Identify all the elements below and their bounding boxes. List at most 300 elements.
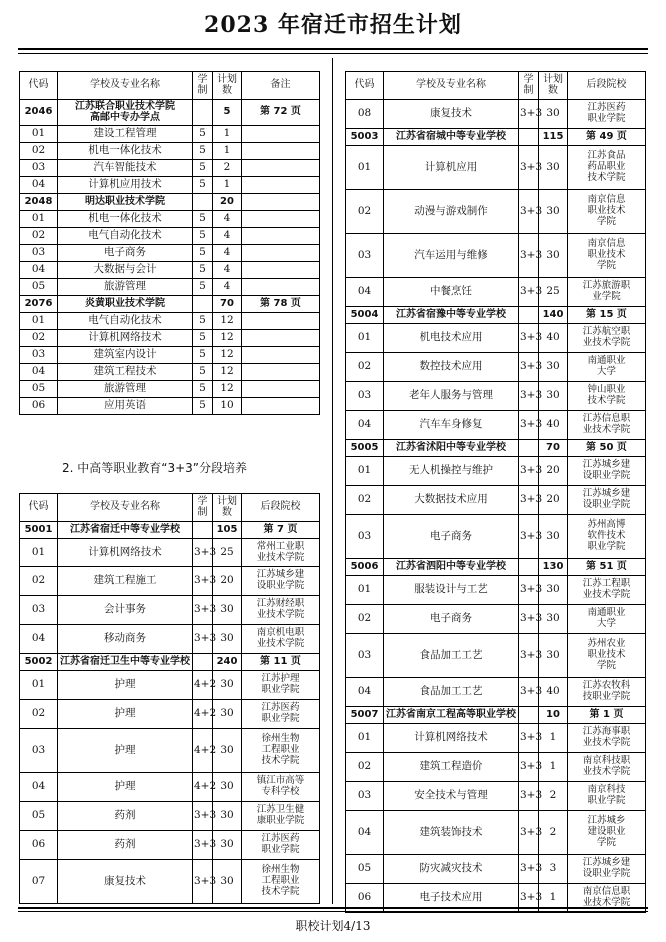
cell-system: 4+2: [193, 700, 213, 729]
school-row: [20, 296, 320, 313]
cell-code: 02: [20, 330, 58, 347]
cell-plan: 3: [539, 855, 568, 884]
header-plan: 计划数: [213, 72, 242, 100]
cell-system: 3+3: [519, 678, 539, 707]
cell-system: [519, 440, 539, 457]
cell-plan: 130: [539, 559, 568, 576]
cell-code: 5002: [20, 654, 58, 671]
header-note: 后段院校: [568, 72, 646, 100]
cell-note: 第 72 页: [242, 100, 320, 126]
cell-code: 05: [20, 802, 58, 831]
cell-system: [519, 129, 539, 146]
cell-name: 电子商务: [58, 245, 193, 262]
cell-code: 04: [20, 262, 58, 279]
top-rule-thin: [18, 53, 648, 54]
cell-note: [242, 279, 320, 296]
cell-system: 5: [193, 364, 213, 381]
cell-note: 第 15 页: [568, 307, 646, 324]
major-row: [20, 860, 320, 904]
cell-code: 01: [20, 211, 58, 228]
major-row: [20, 347, 320, 364]
cell-name: 动漫与游戏制作: [384, 190, 519, 234]
cell-note: 江苏航空职 业技术学院: [568, 324, 646, 353]
cell-code: 04: [20, 625, 58, 654]
cell-code: 5005: [346, 440, 384, 457]
cell-plan: 20: [539, 457, 568, 486]
cell-code: 2046: [20, 100, 58, 126]
cell-name: 建筑工程施工: [58, 567, 193, 596]
cell-name: 建筑工程技术: [58, 364, 193, 381]
cell-system: 3+3: [519, 634, 539, 678]
cell-code: 2048: [20, 194, 58, 211]
cell-note: 第 78 页: [242, 296, 320, 313]
cell-system: 3+3: [519, 782, 539, 811]
header-code: 代码: [20, 72, 58, 100]
cell-plan: 12: [213, 347, 242, 364]
cell-code: 05: [20, 279, 58, 296]
cell-code: 03: [346, 515, 384, 559]
cell-plan: 2: [539, 782, 568, 811]
cell-note: 第 50 页: [568, 440, 646, 457]
header-note: 后段院校: [242, 494, 320, 522]
major-row: [346, 100, 646, 129]
cell-note: 第 51 页: [568, 559, 646, 576]
cell-note: [242, 160, 320, 177]
major-row: [20, 567, 320, 596]
cell-note: 苏州高博 软件技术 职业学院: [568, 515, 646, 559]
cell-system: 5: [193, 313, 213, 330]
major-row: [346, 146, 646, 190]
cell-name: 防灾减灾技术: [384, 855, 519, 884]
major-row: [20, 700, 320, 729]
cell-system: 3+3: [519, 884, 539, 913]
table-left-top: [19, 71, 320, 415]
cell-name: 会计事务: [58, 596, 193, 625]
bottom-rule: [18, 907, 648, 909]
header-system: 学制: [193, 72, 213, 100]
header-code: 代码: [346, 72, 384, 100]
cell-note: 徐州生物 工程职业 技术学院: [242, 729, 320, 773]
cell-code: 02: [346, 605, 384, 634]
cell-code: 03: [346, 634, 384, 678]
cell-plan: 30: [539, 576, 568, 605]
cell-note: 江苏农牧科 技职业学院: [568, 678, 646, 707]
cell-system: 3+3: [193, 539, 213, 567]
school-row: [346, 440, 646, 457]
cell-name: 数控技术应用: [384, 353, 519, 382]
cell-plan: 4: [213, 228, 242, 245]
cell-name: 江苏省沭阳中等专业学校: [384, 440, 519, 457]
cell-code: 04: [346, 278, 384, 307]
cell-name: 旅游管理: [58, 381, 193, 398]
cell-code: 03: [20, 729, 58, 773]
header-plan: 计划数: [213, 494, 242, 522]
cell-name: 汽车车身修复: [384, 411, 519, 440]
cell-note: 第 11 页: [242, 654, 320, 671]
cell-system: 3+3: [193, 860, 213, 904]
cell-plan: 30: [213, 860, 242, 904]
cell-plan: 30: [539, 382, 568, 411]
cell-system: 3+3: [519, 190, 539, 234]
cell-plan: 12: [213, 364, 242, 381]
cell-system: 3+3: [193, 625, 213, 654]
cell-name: 药剂: [58, 831, 193, 860]
cell-note: [242, 126, 320, 143]
cell-note: 江苏城乡建 设职业学院: [568, 855, 646, 884]
cell-system: 3+3: [519, 605, 539, 634]
cell-plan: 30: [213, 773, 242, 802]
major-row: [346, 855, 646, 884]
cell-name: 护理: [58, 700, 193, 729]
cell-plan: 30: [213, 831, 242, 860]
cell-code: 05: [346, 855, 384, 884]
cell-plan: 70: [539, 440, 568, 457]
cell-system: 5: [193, 177, 213, 194]
cell-plan: 105: [213, 522, 242, 539]
header-name: 学校及专业名称: [58, 494, 193, 522]
cell-note: [242, 330, 320, 347]
cell-note: 常州工业职 业技术学院: [242, 539, 320, 567]
cell-note: [242, 211, 320, 228]
cell-note: 江苏医药 职业学院: [242, 700, 320, 729]
cell-plan: 40: [539, 678, 568, 707]
cell-system: 3+3: [519, 753, 539, 782]
cell-system: [519, 307, 539, 324]
cell-name: 旅游管理: [58, 279, 193, 296]
section-heading: 2. 中高等职业教育“3+3”分段培养: [62, 461, 248, 475]
cell-plan: 30: [539, 605, 568, 634]
cell-note: 江苏城乡建 设职业学院: [568, 457, 646, 486]
cell-note: 南通职业 大学: [568, 353, 646, 382]
major-row: [346, 382, 646, 411]
cell-code: 04: [346, 678, 384, 707]
cell-code: 01: [346, 324, 384, 353]
cell-name: 应用英语: [58, 398, 193, 415]
cell-code: 02: [20, 143, 58, 160]
cell-code: 01: [346, 576, 384, 605]
cell-system: 3+3: [519, 515, 539, 559]
cell-system: 5: [193, 262, 213, 279]
cell-note: [242, 143, 320, 160]
cell-note: 江苏食品 药品职业 技术学院: [568, 146, 646, 190]
cell-system: [193, 194, 213, 211]
school-row: [20, 100, 320, 126]
major-row: [346, 811, 646, 855]
major-row: [20, 398, 320, 415]
cell-note: 徐州生物 工程职业 技术学院: [242, 860, 320, 904]
cell-code: 01: [346, 457, 384, 486]
major-row: [20, 729, 320, 773]
cell-plan: 30: [213, 802, 242, 831]
school-row: [346, 129, 646, 146]
cell-code: 02: [346, 753, 384, 782]
header-plan: 计划数: [539, 72, 568, 100]
cell-system: 3+3: [519, 486, 539, 515]
cell-plan: 4: [213, 279, 242, 296]
major-row: [346, 678, 646, 707]
cell-plan: 4: [213, 262, 242, 279]
cell-name: 电子商务: [384, 515, 519, 559]
cell-note: 第 1 页: [568, 707, 646, 724]
cell-code: 03: [20, 245, 58, 262]
cell-note: 南京机电职 业技术学院: [242, 625, 320, 654]
cell-plan: 30: [539, 190, 568, 234]
school-row: [20, 194, 320, 211]
cell-code: 01: [346, 724, 384, 753]
cell-code: 5003: [346, 129, 384, 146]
cell-name: 江苏省宿迁卫生中等专业学校: [58, 654, 193, 671]
header-code: 代码: [20, 494, 58, 522]
cell-system: [519, 559, 539, 576]
cell-code: 5001: [20, 522, 58, 539]
cell-code: 04: [20, 773, 58, 802]
header-name: 学校及专业名称: [384, 72, 519, 100]
cell-plan: 4: [213, 245, 242, 262]
major-row: [346, 753, 646, 782]
major-row: [20, 279, 320, 296]
major-row: [346, 324, 646, 353]
cell-name: 机电技术应用: [384, 324, 519, 353]
cell-name: 电子技术应用: [384, 884, 519, 913]
cell-name: 食品加工工艺: [384, 678, 519, 707]
cell-note: [242, 364, 320, 381]
major-row: [20, 364, 320, 381]
cell-system: 4+2: [193, 773, 213, 802]
cell-plan: 30: [213, 729, 242, 773]
cell-code: 02: [346, 353, 384, 382]
major-row: [20, 381, 320, 398]
cell-code: 02: [346, 486, 384, 515]
cell-note: 江苏卫生健 康职业学院: [242, 802, 320, 831]
header-system: 学制: [193, 494, 213, 522]
page-title: 2023 年宿迁市招生计划: [204, 12, 462, 38]
cell-plan: 12: [213, 313, 242, 330]
cell-plan: 10: [213, 398, 242, 415]
major-row: [20, 160, 320, 177]
cell-code: 02: [20, 228, 58, 245]
cell-note: 江苏医药 职业学院: [242, 831, 320, 860]
cell-note: 江苏信息职 业技术学院: [568, 411, 646, 440]
cell-plan: 40: [539, 411, 568, 440]
cell-note: 第 49 页: [568, 129, 646, 146]
cell-name: 大数据与会计: [58, 262, 193, 279]
top-rule: [18, 48, 648, 50]
school-row: [346, 307, 646, 324]
header-name: 学校及专业名称: [58, 72, 193, 100]
cell-plan: 20: [213, 194, 242, 211]
cell-plan: 30: [213, 596, 242, 625]
major-row: [346, 457, 646, 486]
cell-code: 02: [346, 190, 384, 234]
cell-name: 炎黄职业技术学院: [58, 296, 193, 313]
header-note: 备注: [242, 72, 320, 100]
cell-system: [193, 100, 213, 126]
major-row: [20, 671, 320, 700]
cell-system: 5: [193, 143, 213, 160]
cell-name: 计算机网络技术: [58, 330, 193, 347]
cell-plan: 2: [213, 160, 242, 177]
major-row: [346, 724, 646, 753]
cell-system: 5: [193, 330, 213, 347]
column-divider: [332, 58, 333, 904]
cell-code: 02: [20, 700, 58, 729]
cell-system: 3+3: [519, 855, 539, 884]
cell-plan: 12: [213, 330, 242, 347]
major-row: [346, 278, 646, 307]
cell-system: 5: [193, 245, 213, 262]
major-row: [346, 605, 646, 634]
bottom-rule-thin: [18, 911, 648, 912]
cell-note: 苏州农业 职业技术 学院: [568, 634, 646, 678]
cell-name: 药剂: [58, 802, 193, 831]
cell-note: [242, 347, 320, 364]
major-row: [20, 831, 320, 860]
cell-plan: 30: [539, 234, 568, 278]
cell-note: 第 7 页: [242, 522, 320, 539]
cell-plan: 30: [539, 515, 568, 559]
cell-code: 04: [346, 411, 384, 440]
cell-note: 南通职业 大学: [568, 605, 646, 634]
cell-name: 老年人服务与管理: [384, 382, 519, 411]
cell-note: 江苏城乡建 设职业学院: [242, 567, 320, 596]
major-row: [20, 211, 320, 228]
cell-plan: 30: [213, 625, 242, 654]
major-row: [346, 515, 646, 559]
cell-name: 大数据技术应用: [384, 486, 519, 515]
major-row: [20, 625, 320, 654]
cell-name: 江苏省泗阳中等专业学校: [384, 559, 519, 576]
cell-system: [193, 296, 213, 313]
cell-name: 江苏省宿迁中等专业学校: [58, 522, 193, 539]
school-row: [20, 522, 320, 539]
cell-note: 镇江市高等 专科学校: [242, 773, 320, 802]
cell-note: 江苏城乡 建设职业 学院: [568, 811, 646, 855]
cell-name: 建筑室内设计: [58, 347, 193, 364]
major-row: [346, 234, 646, 278]
cell-system: 3+3: [519, 100, 539, 129]
cell-note: 江苏财经职 业技术学院: [242, 596, 320, 625]
cell-name: 机电一体化技术: [58, 211, 193, 228]
cell-name: 明达职业技术学院: [58, 194, 193, 211]
page-footer: 职校计划4/13: [295, 919, 371, 933]
major-row: [20, 539, 320, 567]
major-row: [346, 411, 646, 440]
cell-system: 5: [193, 228, 213, 245]
cell-system: 5: [193, 160, 213, 177]
cell-plan: 5: [213, 100, 242, 126]
major-row: [20, 773, 320, 802]
major-row: [20, 245, 320, 262]
cell-plan: 1: [213, 143, 242, 160]
cell-note: 南京科技职 业技术学院: [568, 753, 646, 782]
cell-system: 3+3: [519, 382, 539, 411]
major-row: [20, 177, 320, 194]
school-row: [346, 707, 646, 724]
cell-code: 5007: [346, 707, 384, 724]
cell-note: [242, 177, 320, 194]
cell-code: 04: [20, 177, 58, 194]
cell-system: 4+2: [193, 671, 213, 700]
cell-name: 食品加工工艺: [384, 634, 519, 678]
cell-system: 3+3: [519, 324, 539, 353]
cell-code: 07: [20, 860, 58, 904]
cell-name: 电气自动化技术: [58, 313, 193, 330]
cell-system: 3+3: [519, 234, 539, 278]
major-row: [20, 143, 320, 160]
cell-name: 建设工程管理: [58, 126, 193, 143]
cell-plan: 40: [539, 324, 568, 353]
cell-note: 江苏旅游职 业学院: [568, 278, 646, 307]
cell-name: 江苏联合职业技术学院 高邮中专办学点: [58, 100, 193, 126]
cell-name: 移动商务: [58, 625, 193, 654]
cell-note: 江苏医药 职业学院: [568, 100, 646, 129]
cell-code: 01: [20, 539, 58, 567]
cell-plan: 70: [213, 296, 242, 313]
cell-name: 服装设计与工艺: [384, 576, 519, 605]
cell-note: [242, 398, 320, 415]
cell-note: 江苏工程职 业技术学院: [568, 576, 646, 605]
cell-code: 01: [20, 126, 58, 143]
cell-plan: 12: [213, 381, 242, 398]
cell-name: 中餐烹饪: [384, 278, 519, 307]
cell-name: 计算机网络技术: [384, 724, 519, 753]
cell-name: 无人机操控与维护: [384, 457, 519, 486]
cell-code: 04: [346, 811, 384, 855]
cell-note: 江苏海事职 业技术学院: [568, 724, 646, 753]
cell-note: 南京信息 职业技术 学院: [568, 190, 646, 234]
cell-code: 06: [346, 884, 384, 913]
cell-note: 钟山职业 技术学院: [568, 382, 646, 411]
cell-system: 3+3: [519, 724, 539, 753]
cell-name: 计算机应用: [384, 146, 519, 190]
cell-plan: 30: [539, 100, 568, 129]
cell-name: 康复技术: [58, 860, 193, 904]
major-row: [20, 262, 320, 279]
major-row: [20, 228, 320, 245]
cell-system: 5: [193, 279, 213, 296]
cell-name: 电气自动化技术: [58, 228, 193, 245]
cell-note: 南京信息职 业技术学院: [568, 884, 646, 913]
cell-note: 江苏护理 职业学院: [242, 671, 320, 700]
cell-code: 01: [346, 146, 384, 190]
major-row: [20, 126, 320, 143]
cell-code: 03: [20, 160, 58, 177]
major-row: [20, 313, 320, 330]
cell-system: [193, 522, 213, 539]
cell-code: 03: [346, 782, 384, 811]
cell-system: 3+3: [519, 278, 539, 307]
cell-system: 4+2: [193, 729, 213, 773]
cell-system: 3+3: [519, 353, 539, 382]
major-row: [20, 802, 320, 831]
cell-system: 3+3: [519, 457, 539, 486]
cell-code: 05: [20, 381, 58, 398]
cell-system: 3+3: [193, 567, 213, 596]
cell-code: 06: [20, 831, 58, 860]
cell-system: [519, 707, 539, 724]
cell-code: 03: [20, 596, 58, 625]
cell-plan: 1: [213, 177, 242, 194]
cell-name: 护理: [58, 773, 193, 802]
major-row: [346, 190, 646, 234]
cell-plan: 1: [213, 126, 242, 143]
cell-name: 计算机应用技术: [58, 177, 193, 194]
cell-name: 康复技术: [384, 100, 519, 129]
cell-name: 护理: [58, 729, 193, 773]
major-row: [346, 486, 646, 515]
cell-plan: 4: [213, 211, 242, 228]
cell-code: 06: [20, 398, 58, 415]
